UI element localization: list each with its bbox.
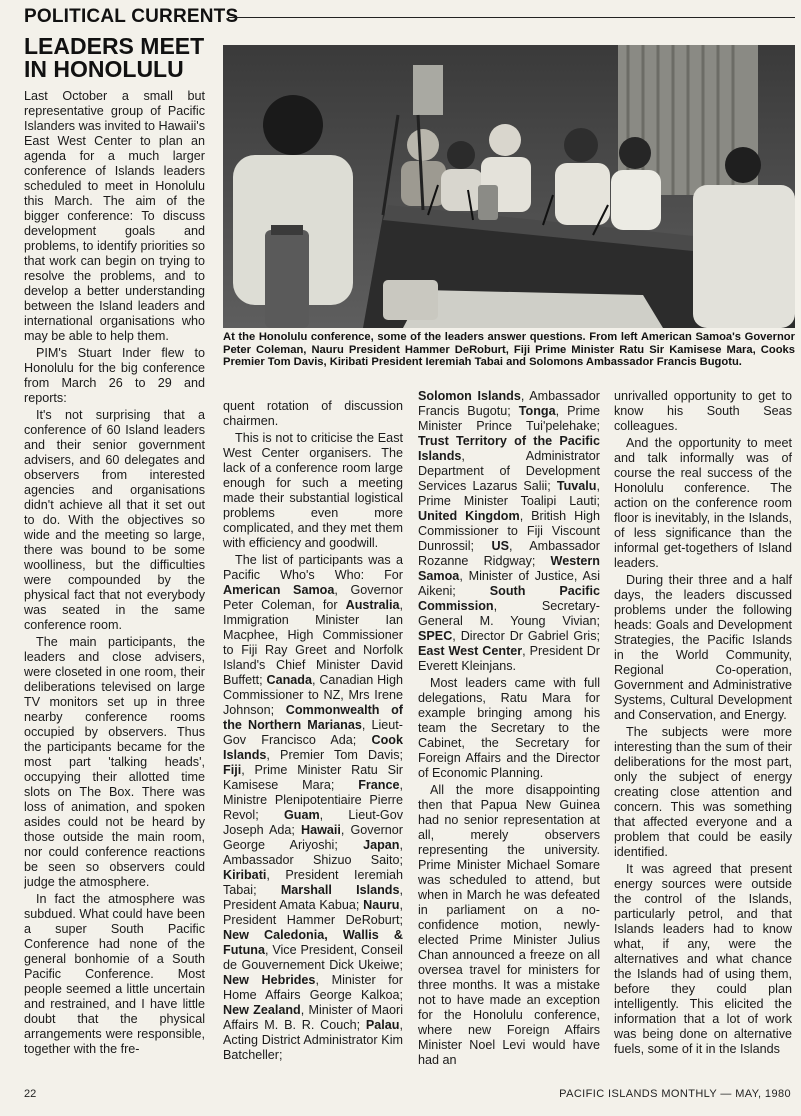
participant-description: , Canadian High Commissioner to NZ, Mrs Irene Johnson; — [223, 673, 403, 717]
participant-description: , Ambassador Shizuo Saito; — [223, 838, 403, 867]
participant-country: Western Samoa — [418, 554, 600, 583]
participant-country: Cook Islands — [223, 733, 403, 762]
participant-country: Marshall Islands — [280, 883, 400, 897]
participant-country: Commonwealth of the Northern Marianas — [223, 703, 403, 732]
participant-country: United Kingdom — [418, 509, 520, 523]
paragraph: And the opportunity to meet and talk informally was of course the real success of the Honolulu conference. The action on the conference room floor is inevitably, in the Islands, of less significance than the informal get-togethers of Island leaders. — [614, 436, 792, 570]
column-2 — [223, 399, 403, 1089]
participant-country: Tonga — [518, 404, 556, 418]
participant-country: Solomon Islands — [418, 389, 521, 403]
participant-description: , Ambassador Rozanne Ridgway; — [418, 539, 600, 568]
participant-country: Australia — [345, 598, 400, 612]
participant-country: Guam — [283, 808, 320, 822]
photo-caption: At the Honolulu conference, some of the leaders answer questions. From left American Samoa's Governor Peter Coleman, Nauru President Hammer DeRoburt, Fiji Prime Minister Ratu Sir Kamisese Mara, Cooks Premier Tom Davis, Kiribati President Ieremiah Tabai and Solomons Ambassador Francis Bugotu. — [223, 331, 795, 369]
participant-description: , Secretary-General M. Young Vivian; — [418, 599, 600, 628]
paragraph: This is not to criticise the East West Center organisers. The lack of a conference room large enough for such a meeting made their substantial logistical problems even more complicated, and they met them with efficiency and goodwill. — [223, 431, 403, 550]
participant-country: Kiribati — [223, 868, 267, 882]
participant-country: Japan — [363, 838, 400, 852]
participant-description: , President Dr Everett Kleinjans. — [418, 644, 600, 673]
participant-description: , Immigration Minister Ian Macphee, High Commissioner to Fiji Ray Greet and Norfolk Island's Chief Minister David Buffett; — [223, 598, 403, 687]
participant-country: Tuvalu — [556, 479, 597, 493]
participant-description: , Director Dr Gabriel Gris; — [452, 629, 600, 643]
participant-description: , Minister of Maori Affairs M. B. R. Couch; — [223, 1003, 403, 1032]
paragraph: All the more disappointing then that Papua New Guinea had no senior representation at all, merely observers representing the university. Prime Minister Michael Somare was scheduled to attend, but when in March he was defeated in parliament on a no-confidence motion, newly-elected Prime Minister Julius Chan announced a freeze on all oversea travel for ministers for three months. It was a mistake not to have made an exception for the Honolulu conference, where new Foreign Affairs Minister Noel Levi would have had an — [418, 783, 600, 1067]
participant-country: American Samoa — [223, 583, 335, 597]
participant-country: Nauru — [363, 898, 400, 912]
paragraph: The main participants, the leaders and close advisers, were closeted in one room, their deliberations televised on large TV monitors set up in three nearby conference rooms occupied by observers. Thus the participants became for the most part 'talking heads', occupying their allotted time slots on The Box. There was loss of animation, and spoken asides could not be heard by those outside the main room, nor could conference reactions be seen so observers could judge the atmosphere. — [24, 635, 205, 889]
participant-country: Palau — [365, 1018, 400, 1032]
participants-intro: The list of participants was a Pacific Who's Who: For — [223, 553, 403, 582]
paragraph: During their three and a half days, the leaders discussed problems under the following heads: Goals and Development Strategies, the Pacific Islands in the World Community, Regional Co-operation, Government and Administrative Systems, Cultural Development and Conservation, and Energy. — [614, 573, 792, 722]
conference-photo — [223, 45, 795, 328]
participant-country: Hawaii — [301, 823, 341, 837]
participant-description: , President Hammer DeRoburt; — [223, 898, 403, 927]
participant-description: , Vice President, Conseil de Gouvernement Dick Ukeiwe; — [223, 943, 403, 972]
participant-description: , Ambassador Francis Bugotu; — [418, 389, 600, 418]
column-1 — [24, 89, 205, 1089]
participant-country: Trust Territory of the Pacific Islands — [418, 434, 600, 463]
participants-list — [223, 583, 403, 1062]
paragraph: unrivalled opportunity to get to know his South Seas colleagues. — [614, 389, 792, 433]
participant-country: Fiji — [223, 763, 242, 777]
paragraph: It was agreed that present energy sources were outside the control of the Islands, particularly petrol, and that Islands leaders had to know what, if any, were the alternatives and what chance the Islands had of using them, before they could plan intelligently. This elicited the information that a lot of work was being done on alternative fuels, some of it in the Islands — [614, 862, 792, 1056]
paragraph: The subjects were more interesting than the sum of their deliberations for the most part, only the subject of energy creating close attention and concern. This was something that affected everyone and a problem that could be easily identified. — [614, 725, 792, 859]
column-3 — [418, 389, 600, 1089]
column-4 — [614, 389, 792, 1089]
publication-footer: PACIFIC ISLANDS MONTHLY — MAY, 1980 — [559, 1088, 791, 1100]
participant-description: , Minister of Justice, Asi Aikeni; — [418, 569, 600, 598]
participant-description: , Minister for Home Affairs George Kalkoa; — [223, 973, 403, 1002]
participant-country: Canada — [266, 673, 313, 687]
participant-country: New Zealand — [223, 1003, 301, 1017]
headline-line-2: IN HONOLULU — [24, 56, 184, 82]
section-rule — [228, 17, 795, 18]
participant-description: , Administrator Department of Development Services Lazarus Salii; — [418, 449, 600, 493]
page-number: 22 — [24, 1088, 37, 1100]
participant-description: , Prime Minister Prince Tui'pelehake; — [418, 404, 600, 433]
participant-country: New Caledonia, Wallis & Futuna — [223, 928, 403, 957]
paragraph: PIM's Stuart Inder flew to Honolulu for the big conference from March 26 to 29 and reports: — [24, 346, 205, 405]
participant-description: , President Amata Kabua; — [223, 883, 403, 912]
headline-line-1: LEADERS MEET — [24, 33, 205, 59]
participant-country: France — [358, 778, 400, 792]
participant-description: , Governor George Ariyoshi; — [223, 823, 403, 852]
participant-description: , Prime Minister Ratu Sir Kamisese Mara; — [223, 763, 403, 792]
participants-paragraph-cont — [418, 389, 600, 674]
participants-list — [418, 389, 600, 673]
participant-description: , Lieut-Gov Francisco Ada; — [223, 718, 403, 747]
participant-description: , Premier Tom Davis; — [266, 748, 403, 762]
section-heading: POLITICAL CURRENTS — [24, 6, 239, 27]
article-headline — [24, 35, 224, 81]
paragraph: quent rotation of discussion chairmen. — [223, 399, 403, 428]
participant-description: , Governor Peter Coleman, for — [223, 583, 403, 612]
participant-description: , Ministre Plenipotentiaire Pierre Revol; — [223, 778, 403, 822]
participant-description: , Lieut-Gov Joseph Ada; — [223, 808, 403, 837]
participant-country: SPEC — [418, 629, 453, 643]
participant-country: US — [491, 539, 509, 553]
participant-country: New Hebrides — [223, 973, 316, 987]
participant-country: South Pacific Commission — [418, 584, 600, 613]
paragraph: It's not surprising that a conference of 60 Island leaders and their senior government advisers, and 60 delegates and observers from interested agencies and organisations didn't achieve all that it set out to do. With the objectives so wide and the meeting so large, there was bound to be some woolliness, but the difficulties were compounded by the physical fact that not everybody was seated in the same conference room. — [24, 408, 205, 632]
participant-description: , Acting District Administrator Kim Batcheller; — [223, 1018, 403, 1062]
participant-description: , President Ieremiah Tabai; — [223, 868, 403, 897]
paragraph: In fact the atmosphere was subdued. What could have been a super South Pacific Conference had none of the general bonhomie of a South Pacific Conference. Most people seemed a little uncertain and restrained, and I have little doubt that the physical arrangements were responsible, together with the fre- — [24, 892, 205, 1056]
paragraph: Last October a small but representative group of Pacific Islanders was invited to Hawaii's East West Center to plan an agenda for a much larger conference of Islands leaders scheduled to meet in Honolulu this March. The aim of the bigger conference: To discuss development goals and problems, to identify priorities so that work can begin on trying to resolve the problems, and to develop a better understanding between the Island leaders and international organisations who may be able to help them. — [24, 89, 205, 343]
participant-description: , British High Commissioner to Fiji Viscount Dunrossil; — [418, 509, 600, 553]
participants-paragraph — [223, 553, 403, 1063]
participant-description: , Prime Minister Toalipi Lauti; — [418, 479, 600, 508]
conference-photo-image — [223, 45, 795, 328]
paragraph: Most leaders came with full delegations, Ratu Mara for example bringing among his team the Secretary to the Cabinet, the Secretary for Foreign Affairs and the Director of Economic Planning. — [418, 676, 600, 780]
participant-country: East West Center — [418, 644, 523, 658]
